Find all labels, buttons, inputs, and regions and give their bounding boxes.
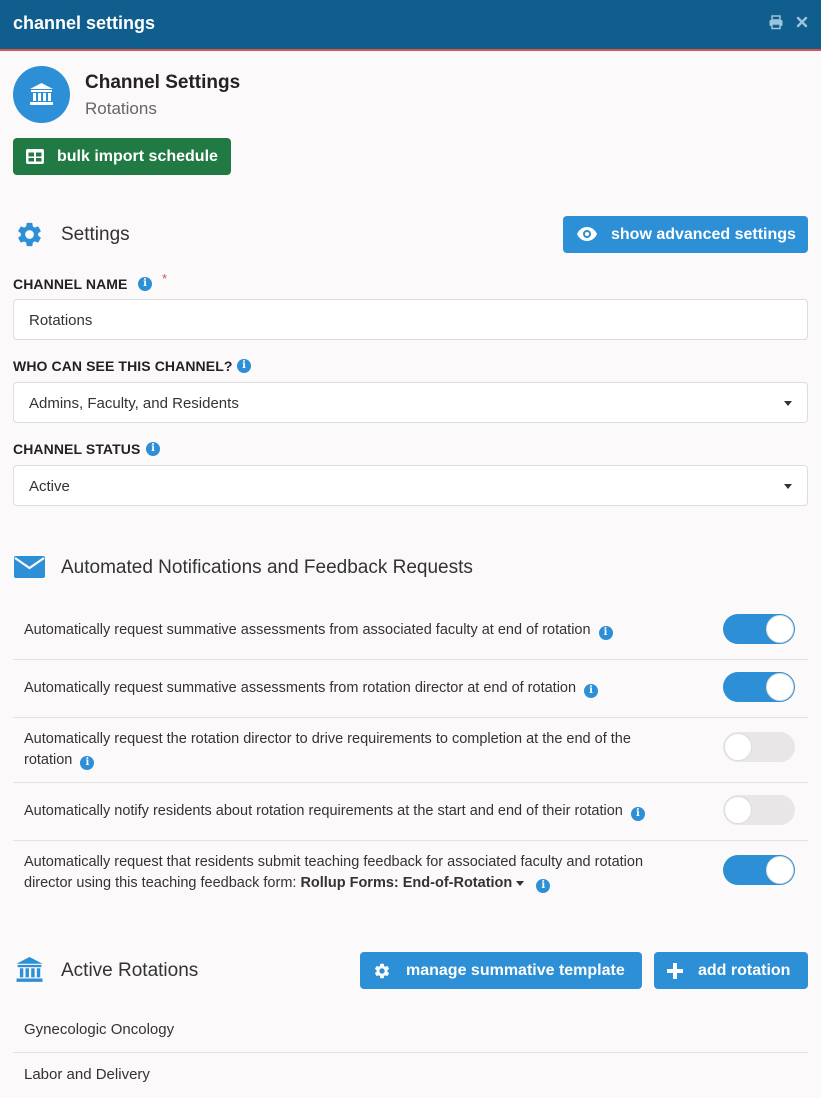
bulk-import-label: bulk import schedule xyxy=(57,147,218,165)
notification-row-director-requirements xyxy=(13,718,808,783)
channel-name-label: CHANNEL NAME xyxy=(13,276,128,292)
notification-row-teaching-feedback xyxy=(13,841,808,903)
manage-summative-template-label: manage summative template xyxy=(406,961,625,979)
window-title: channel settings xyxy=(13,13,156,33)
notification-text: Automatically notify residents about rotation requirements at the start and end of their rotation i xyxy=(24,801,645,822)
notification-text: Automatically request summative assessments from associated faculty at end of rotation i xyxy=(24,620,613,641)
add-rotation-button[interactable] xyxy=(654,952,808,989)
settings-section-title: Settings xyxy=(61,224,130,245)
info-icon[interactable]: i xyxy=(584,684,598,698)
visibility-select[interactable] xyxy=(13,382,808,423)
page-subtitle: Rotations xyxy=(85,99,157,118)
info-icon[interactable]: i xyxy=(631,807,645,821)
notification-text: Automatically request summative assessments from rotation director at end of rotation i xyxy=(24,678,598,699)
status-info-icon[interactable]: i xyxy=(146,442,160,456)
rotation-name: Gynecologic Oncology xyxy=(24,1021,175,1038)
notification-text: Automatically request that residents submit teaching feedback for associated faculty and rotation director using this teaching feedback form: Rollup Forms: End-of-Rotation i xyxy=(24,854,644,891)
notification-row-faculty-summative xyxy=(13,602,808,660)
channel-name-value: Rotations xyxy=(29,312,93,329)
eye-icon xyxy=(577,227,597,241)
feedback-form-dropdown[interactable]: Rollup Forms: End-of-Rotation xyxy=(300,875,524,891)
notification-toggle[interactable] xyxy=(723,855,795,885)
manage-summative-template-button[interactable] xyxy=(360,952,642,989)
bulk-import-schedule-button[interactable] xyxy=(13,138,231,175)
chevron-down-icon xyxy=(784,484,792,489)
channel-name-info-icon[interactable]: i xyxy=(138,277,152,291)
visibility-label: WHO CAN SEE THIS CHANNEL? xyxy=(13,358,233,374)
close-icon[interactable] xyxy=(794,14,810,30)
info-icon[interactable]: i xyxy=(536,879,550,893)
bank-icon xyxy=(15,957,44,983)
notification-toggle[interactable] xyxy=(723,614,795,644)
bank-icon xyxy=(29,82,54,107)
notification-row-director-summative xyxy=(13,660,808,718)
caret-down-icon xyxy=(516,881,524,886)
rotation-list-item[interactable] xyxy=(13,1053,808,1098)
status-label: CHANNEL STATUS xyxy=(13,441,141,457)
window-titlebar xyxy=(0,0,821,51)
rotation-list-item[interactable] xyxy=(13,1008,808,1053)
channel-avatar xyxy=(13,66,70,123)
show-advanced-settings-button[interactable] xyxy=(563,216,808,253)
notification-text: Automatically request the rotation director to drive requirements to completion at the end of the rotation i xyxy=(24,731,631,768)
status-value: Active xyxy=(29,478,70,495)
print-icon[interactable] xyxy=(768,14,784,30)
required-marker: * xyxy=(162,271,168,286)
channel-name-input[interactable] xyxy=(13,299,808,340)
visibility-value: Admins, Faculty, and Residents xyxy=(29,395,239,412)
envelope-icon xyxy=(14,556,45,578)
visibility-info-icon[interactable]: i xyxy=(237,359,251,373)
notification-toggle[interactable] xyxy=(723,672,795,702)
info-icon[interactable]: i xyxy=(80,756,94,770)
info-icon[interactable]: i xyxy=(599,626,613,640)
gear-icon xyxy=(15,220,44,249)
status-select[interactable] xyxy=(13,465,808,506)
notification-row-resident-requirements xyxy=(13,783,808,841)
rotation-name: Labor and Delivery xyxy=(24,1066,150,1083)
chevron-down-icon xyxy=(784,401,792,406)
table-icon xyxy=(26,149,44,164)
add-rotation-label: add rotation xyxy=(698,961,791,979)
notification-toggle[interactable] xyxy=(723,732,795,762)
show-advanced-settings-label: show advanced settings xyxy=(611,225,796,243)
active-rotations-title: Active Rotations xyxy=(61,960,199,981)
plus-icon xyxy=(667,963,683,979)
gear-icon xyxy=(373,962,391,980)
page-title: Channel Settings xyxy=(85,72,241,93)
notifications-section-title: Automated Notifications and Feedback Requests xyxy=(61,557,473,578)
notification-toggle[interactable] xyxy=(723,795,795,825)
